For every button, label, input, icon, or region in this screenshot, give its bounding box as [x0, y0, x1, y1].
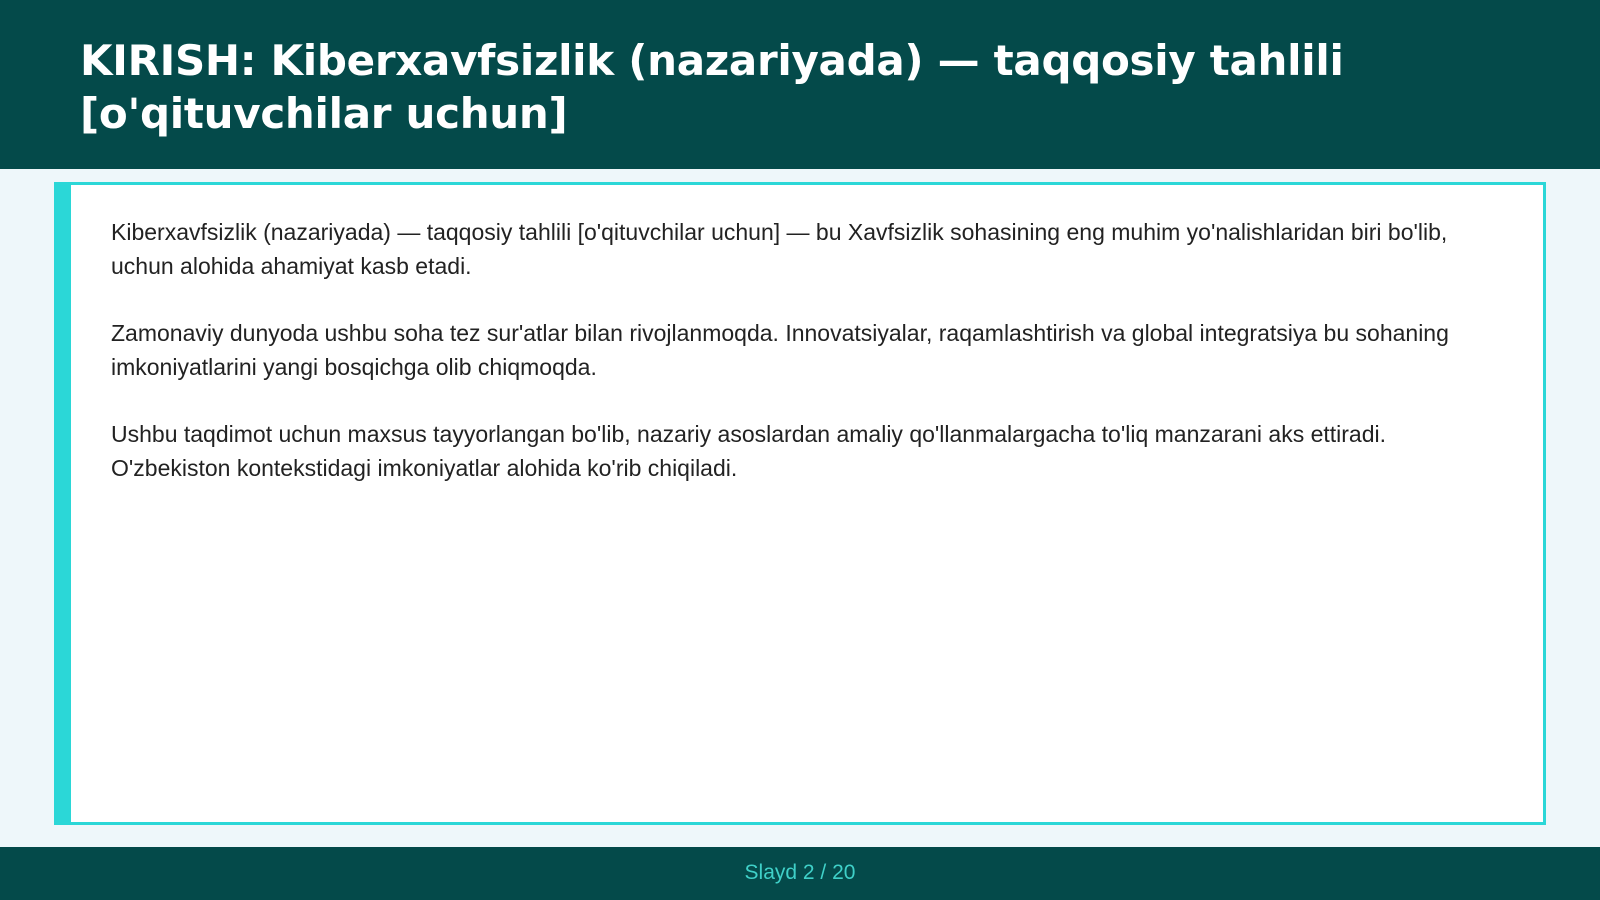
slide-title: KIRISH: Kiberxavfsizlik (nazariyada) — taqqosiy tahlili [o'qituvchilar uchun] — [80, 36, 1344, 138]
paragraph-intro: Kiberxavfsizlik (nazariyada) — taqqosiy tahlili [o'qituvchilar uchun] — bu Xavfsizlik sohasining eng muhim yo'nalishlaridan biri bo'lib, uchun alohida ahamiyat kasb etadi. — [111, 219, 1448, 279]
slide-counter: Slayd 2 / 20 — [744, 861, 856, 884]
slide-footer — [0, 847, 1600, 900]
paragraph-modern-world: Zamonaviy dunyoda ushbu soha tez sur'atlar bilan rivojlanmoqda. Innovatsiyalar, raqamlashtirish va global integratsiya bu sohaning imkoniyatlarini yangi bosqichga olib chiqmoqda. — [111, 320, 1449, 380]
content-card — [54, 182, 1546, 825]
slide-header — [0, 0, 1600, 169]
content-body — [71, 185, 1543, 485]
paragraph-presentation-purpose: Ushbu taqdimot uchun maxsus tayyorlangan bo'lib, nazariy asoslardan amaliy qo'llanmalargacha to'liq manzarani aks ettiradi. O'zbekiston kontekstidagi imkoniyatlar alohida ko'rib chiqiladi. — [111, 421, 1387, 481]
